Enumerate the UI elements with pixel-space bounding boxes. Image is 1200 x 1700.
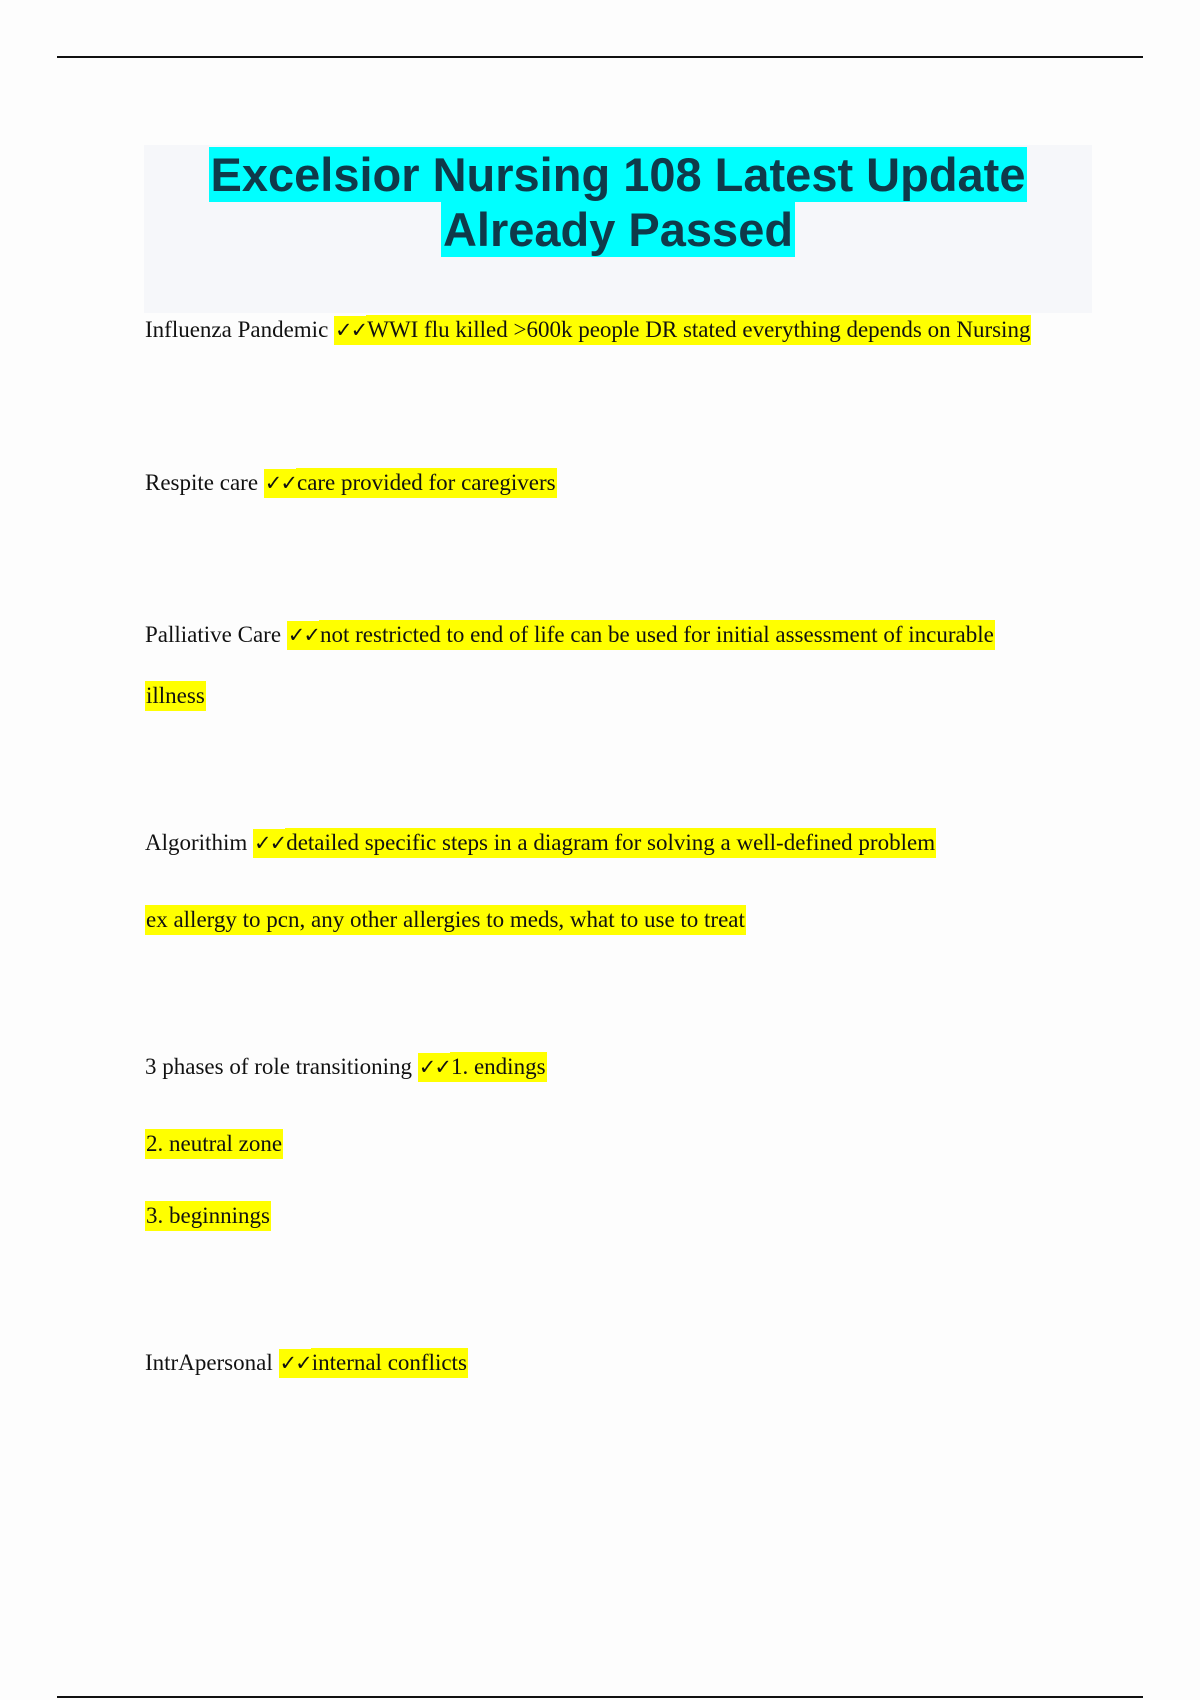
answer: care provided for caregivers	[296, 468, 557, 498]
qa-entry	[145, 315, 1031, 345]
term: 3 phases of role transitioning	[145, 1054, 413, 1079]
term: IntrApersonal	[145, 1350, 273, 1375]
qa-entry	[145, 468, 557, 498]
check-icon: ✓✓	[279, 1349, 311, 1378]
check-icon: ✓✓	[287, 621, 319, 650]
answer: WWI flu killed >600k people DR stated everything depends on Nursing	[366, 315, 1031, 345]
document-title-block	[144, 145, 1092, 313]
answer: ex allergy to pcn, any other allergies to meds, what to use to treat	[145, 905, 746, 935]
term: Respite care	[145, 470, 259, 495]
answer: detailed specific steps in a diagram for solving a well-defined problem	[285, 828, 936, 858]
qa-entry	[145, 620, 995, 650]
answer: 2. neutral zone	[145, 1129, 283, 1159]
answer: illness	[145, 681, 206, 711]
qa-entry	[145, 1052, 547, 1082]
document-title: Excelsior Nursing 108 Latest Update	[210, 148, 1026, 201]
answer-continuation	[145, 905, 746, 935]
check-icon: ✓✓	[253, 829, 285, 858]
answer-continuation	[145, 1129, 283, 1159]
answer-continuation	[145, 1201, 271, 1231]
qa-entry	[145, 828, 936, 858]
answer-continuation	[145, 681, 206, 711]
term: Algorithim	[145, 830, 248, 855]
answer: 1. endings	[450, 1052, 547, 1082]
answer: internal conflicts	[311, 1348, 468, 1378]
check-icon: ✓✓	[418, 1053, 450, 1082]
term: Palliative Care	[145, 622, 282, 647]
term: Influenza Pandemic	[145, 317, 329, 342]
header-rule	[57, 56, 1143, 58]
document-title: Already Passed	[442, 203, 794, 256]
answer: 3. beginnings	[145, 1201, 271, 1231]
check-icon: ✓✓	[334, 316, 366, 345]
check-icon: ✓✓	[264, 469, 296, 498]
qa-entry	[145, 1348, 468, 1378]
footer-rule	[57, 1696, 1143, 1698]
answer: not restricted to end of life can be used for initial assessment of incurable	[319, 620, 995, 650]
